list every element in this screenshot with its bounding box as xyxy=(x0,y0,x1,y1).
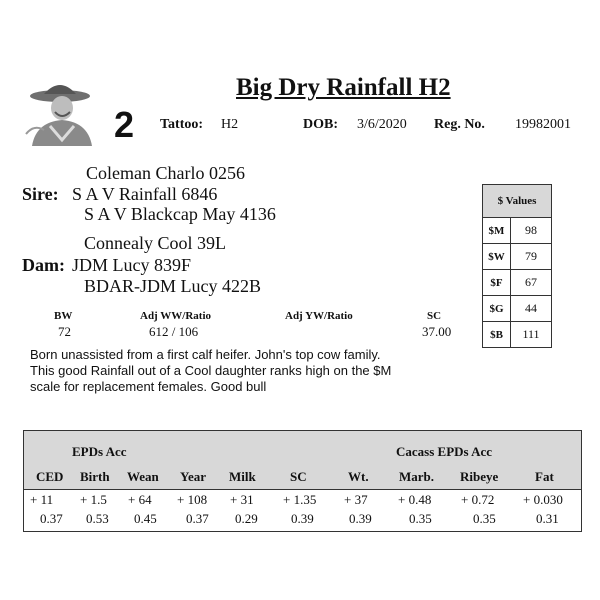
dob-label: DOB: xyxy=(303,117,338,132)
col-sc: SC xyxy=(290,469,307,484)
epd-value: + 37 xyxy=(344,492,368,507)
epd-value: + 11 xyxy=(30,492,54,507)
dam-label: Dam: xyxy=(22,255,65,275)
epd-acc: 0.37 xyxy=(186,511,209,526)
col-ced: CED xyxy=(36,469,64,484)
sire-label: Sire: xyxy=(22,184,59,204)
epd-value: + 0.72 xyxy=(461,492,495,507)
dollar-key: $G xyxy=(483,296,511,321)
dob-value: 3/6/2020 xyxy=(357,117,407,132)
dam-name: JDM Lucy 839F xyxy=(72,255,192,275)
dam-sire: Connealy Cool 39L xyxy=(84,233,226,253)
tattoo-value: H2 xyxy=(221,117,239,132)
sire-dam: S A V Blackcap May 4136 xyxy=(84,204,276,224)
dollar-values-table xyxy=(482,184,552,348)
dollar-key: $F xyxy=(483,270,511,295)
col-birth: Birth xyxy=(80,469,110,484)
dollar-key: $B xyxy=(483,322,511,347)
dollar-values-row xyxy=(483,322,551,347)
epd-acc: 0.39 xyxy=(291,511,314,526)
epd-table xyxy=(23,430,582,532)
dollar-value: 98 xyxy=(525,223,537,237)
epd-value: + 0.48 xyxy=(398,492,432,507)
col-year: Year xyxy=(180,469,206,484)
epd-acc: 0.29 xyxy=(235,511,258,526)
dollar-values-row xyxy=(483,244,551,270)
description: Born unassisted from a first calf heifer. John's top cow family. This good Rainfall out of a Cool daughter ranks high on the $M scale for replacement females. Good bull xyxy=(30,347,392,394)
epd-value: + 1.35 xyxy=(283,492,317,507)
dam-dam: BDAR-JDM Lucy 422B xyxy=(84,276,262,296)
cowboy-photo xyxy=(22,74,98,146)
col-ribeye: Ribeye xyxy=(460,469,499,484)
col-marb: Marb. xyxy=(399,469,435,484)
dollar-value: 111 xyxy=(522,327,540,341)
dollar-value: 67 xyxy=(525,275,537,289)
epd-acc: 0.45 xyxy=(134,511,157,526)
ww-label: Adj WW/Ratio xyxy=(140,310,211,322)
epd-value: + 1.5 xyxy=(80,492,107,507)
dollar-values-row xyxy=(483,270,551,296)
col-wean: Wean xyxy=(127,469,159,484)
reg-value: 19982001 xyxy=(515,117,571,132)
dollar-value: 44 xyxy=(525,301,537,315)
epd-acc: 0.39 xyxy=(349,511,372,526)
epd-acc: 0.35 xyxy=(473,511,496,526)
yw-label: Adj YW/Ratio xyxy=(285,310,353,322)
dollar-values-row xyxy=(483,218,551,244)
dollar-values-header: $ Values xyxy=(483,185,551,218)
epd-value: + 64 xyxy=(128,492,152,507)
dollar-value: 79 xyxy=(525,249,537,263)
animal-name: Big Dry Rainfall H2 xyxy=(236,74,451,101)
dollar-key: $W xyxy=(483,244,511,269)
epd-group-label: EPDs Acc xyxy=(72,444,127,459)
carcass-group-label: Cacass EPDs Acc xyxy=(396,444,493,459)
epd-value: + 31 xyxy=(230,492,254,507)
col-wt: Wt. xyxy=(348,469,369,484)
epd-acc: 0.31 xyxy=(536,511,559,526)
tattoo-label: Tattoo: xyxy=(160,117,204,132)
dollar-values-row xyxy=(483,296,551,322)
sire-sire: Coleman Charlo 0256 xyxy=(86,163,245,183)
bw-value: 72 xyxy=(58,324,71,339)
sire-name: S A V Rainfall 6846 xyxy=(72,184,218,204)
sc-value: 37.00 xyxy=(422,324,452,339)
epd-value: + 0.030 xyxy=(523,492,563,507)
ww-value: 612 / 106 xyxy=(149,324,199,339)
col-milk: Milk xyxy=(229,469,256,484)
lot-number: 2 xyxy=(114,104,135,145)
bw-label: BW xyxy=(54,310,73,322)
reg-label: Reg. No. xyxy=(434,117,485,132)
dollar-key: $M xyxy=(483,218,511,243)
col-fat: Fat xyxy=(535,469,554,484)
epd-acc: 0.35 xyxy=(409,511,432,526)
epd-value: + 108 xyxy=(177,492,208,507)
sc-label: SC xyxy=(427,310,442,322)
epd-acc: 0.37 xyxy=(40,511,63,526)
epd-acc: 0.53 xyxy=(86,511,109,526)
